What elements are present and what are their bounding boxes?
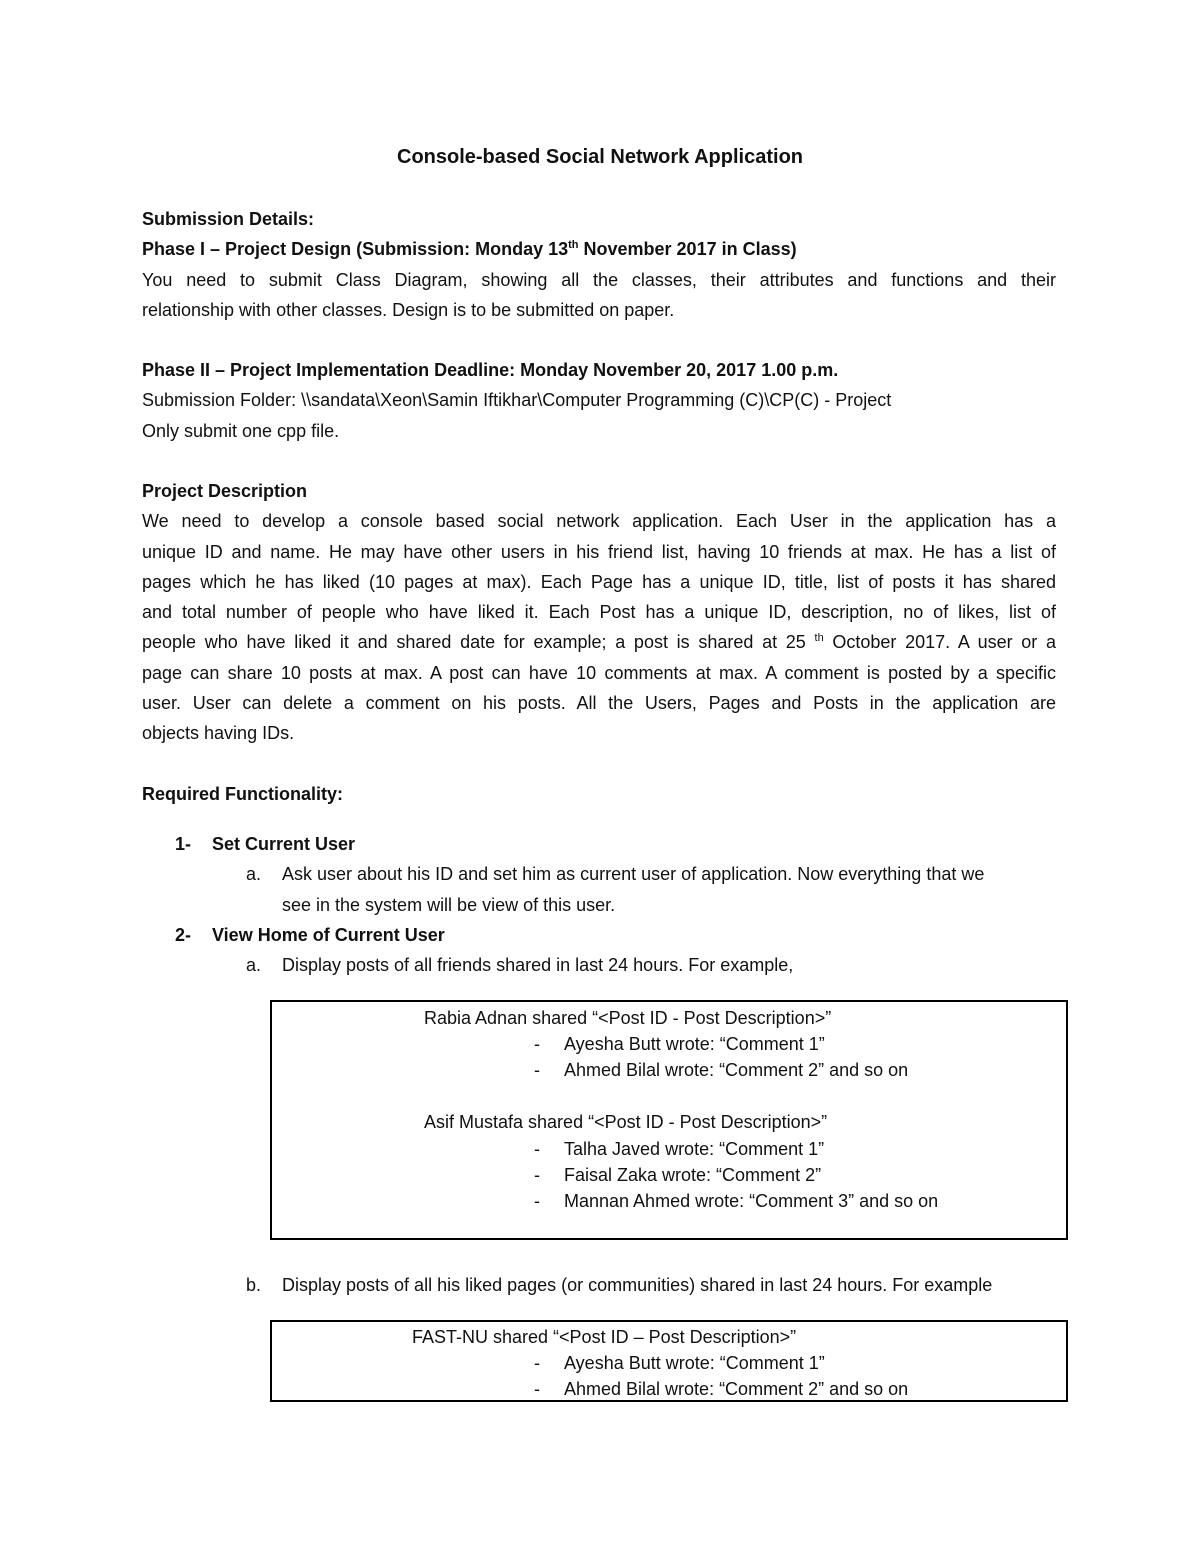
subitem-text: Display posts of all his liked pages (or communities) shared in last 24 hours. For example [282, 1275, 993, 1295]
document-title: Console-based Social Network Application [397, 146, 803, 168]
post-line: FAST-NU shared “<Post ID – Post Description>” [412, 1327, 797, 1347]
submission-folder: Submission Folder: \\sandata\Xeon\Samin Iftikhar\Computer Programming (C)\CP(C) - Project [142, 390, 892, 410]
subitem-text: Display posts of all friends shared in last 24 hours. For example, [282, 955, 794, 975]
subitem-marker: a. [246, 864, 262, 884]
description-line: page can share 10 posts at max. A post can have 10 comments at max. A comment is posted by a specific [142, 663, 1056, 683]
submission-heading: Submission Details: [142, 209, 315, 229]
bullet-dash: - [534, 1379, 540, 1399]
example-box-friends [270, 1000, 1068, 1240]
post-line: Rabia Adnan shared “<Post ID - Post Description>” [424, 1008, 832, 1028]
bullet-dash: - [534, 1034, 540, 1054]
description-heading: Project Description [142, 481, 308, 501]
item-label: View Home of Current User [212, 925, 445, 945]
description-line: and total number of people who have liked it. Each Post has a unique ID, description, no of likes, list of [142, 602, 1056, 622]
comment-line: Ayesha Butt wrote: “Comment 1” [564, 1353, 825, 1373]
item-label: Set Current User [212, 834, 356, 854]
phase1-heading: Phase I – Project Design (Submission: Monday 13th November 2017 in Class) [142, 239, 797, 259]
subitem-text: Ask user about his ID and set him as current user of application. Now everything that we [282, 864, 985, 884]
description-line: user. User can delete a comment on his posts. All the Users, Pages and Posts in the application are [142, 693, 1056, 713]
description-line: pages which he has liked (10 pages at max). Each Page has a unique ID, title, list of posts it has shared [142, 572, 1056, 592]
description-line: We need to develop a console based social network application. Each User in the application has a [142, 511, 1056, 531]
bullet-dash: - [534, 1353, 540, 1373]
subitem-marker: a. [246, 955, 262, 975]
submission-note: Only submit one cpp file. [142, 421, 340, 441]
item-number: 2- [175, 925, 192, 945]
description-line: people who have liked it and shared date for example; a post is shared at 25 $^{th}$ October 2017. A user or a [142, 632, 1056, 652]
phase2-heading: Phase II – Project Implementation Deadline: Monday November 20, 2017 1.00 p.m. [142, 360, 839, 380]
subitem-text: see in the system will be view of this user. [282, 895, 616, 915]
item-number: 1- [175, 834, 192, 854]
subitem-marker: b. [246, 1275, 262, 1295]
example-box-pages [270, 1320, 1068, 1402]
comment-line: Ahmed Bilal wrote: “Comment 2” and so on [564, 1060, 909, 1080]
bullet-dash: - [534, 1191, 540, 1211]
bullet-dash: - [534, 1060, 540, 1080]
phase1-text-line: relationship with other classes. Design is to be submitted on paper. [142, 300, 675, 320]
description-line: objects having IDs. [142, 723, 295, 743]
comment-line: Talha Javed wrote: “Comment 1” [564, 1139, 825, 1159]
comment-line: Mannan Ahmed wrote: “Comment 3” and so on [564, 1191, 939, 1211]
comment-line: Ahmed Bilal wrote: “Comment 2” and so on [564, 1379, 909, 1399]
phase1-text-line: You need to submit Class Diagram, showing all the classes, their attributes and functions and their [142, 270, 1056, 290]
bullet-dash: - [534, 1165, 540, 1185]
bullet-dash: - [534, 1139, 540, 1159]
description-line: unique ID and name. He may have other users in his friend list, having 10 friends at max. He has a list of [142, 542, 1056, 562]
comment-line: Ayesha Butt wrote: “Comment 1” [564, 1034, 825, 1054]
post-line: Asif Mustafa shared “<Post ID - Post Description>” [424, 1112, 828, 1132]
functionality-heading: Required Functionality: [142, 784, 344, 804]
comment-line: Faisal Zaka wrote: “Comment 2” [564, 1165, 822, 1185]
